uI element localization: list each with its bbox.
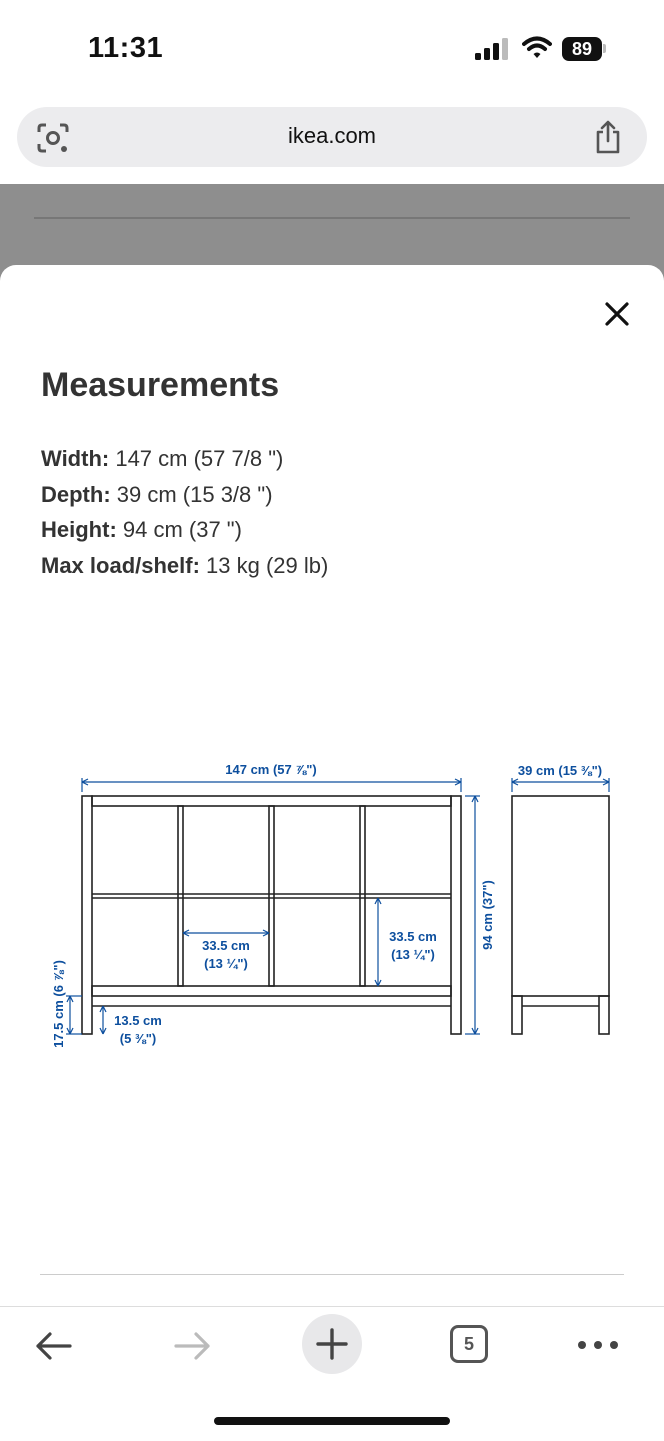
- compartment-width-in: (13 ¼"): [204, 956, 248, 971]
- wifi-icon: [522, 36, 552, 60]
- shelf-front-view: [82, 796, 461, 1034]
- clearance-cm: 13.5 cm: [114, 1013, 162, 1028]
- spec-value: 147 cm (57 7/8 "): [109, 446, 284, 471]
- more-options-icon[interactable]: [576, 1330, 620, 1360]
- back-arrow-icon[interactable]: [32, 1326, 76, 1366]
- spec-list: [41, 441, 328, 583]
- share-icon[interactable]: [593, 120, 623, 154]
- spec-label: Max load/shelf:: [41, 552, 200, 578]
- plus-icon: [302, 1314, 362, 1374]
- spec-width: [41, 441, 328, 477]
- compartment-height-in: (13 ¼"): [391, 947, 435, 962]
- tab-count-button[interactable]: 5: [450, 1325, 488, 1363]
- home-indicator: [214, 1417, 450, 1425]
- width-dimension-label: 147 cm (57 ⅞"): [225, 762, 317, 777]
- spec-depth: [41, 477, 328, 513]
- dimension-drawing: [40, 740, 630, 1080]
- close-icon[interactable]: [600, 297, 634, 331]
- clearance-in: (5 ⅜"): [119, 1031, 157, 1046]
- battery-tip: [603, 44, 606, 53]
- address-bar[interactable]: [17, 107, 647, 167]
- spec-label: Height:: [41, 517, 117, 542]
- sheet-divider: [40, 1274, 624, 1275]
- spec-label: Width:: [41, 446, 110, 471]
- spec-value: 39 cm (15 3/8 "): [110, 481, 273, 507]
- spec-max-load: [41, 548, 328, 584]
- spec-value: 13 kg (29 lb): [199, 552, 329, 578]
- new-tab-button[interactable]: [302, 1314, 362, 1374]
- sheet-title: Measurements: [41, 366, 280, 404]
- height-dimension-label: 94 cm (37"): [480, 880, 495, 950]
- leg-height-label: 17.5 cm (6 ⅞"): [51, 960, 66, 1048]
- url-text[interactable]: ikea.com: [287, 123, 377, 148]
- status-time: 11:31: [88, 32, 164, 64]
- shelf-side-view: [512, 796, 609, 1034]
- forward-arrow-icon: [170, 1326, 214, 1366]
- battery-level: 89: [562, 37, 602, 61]
- spec-value: 94 cm (37 "): [116, 517, 242, 542]
- status-bar: [0, 0, 664, 100]
- spec-label: Depth:: [41, 481, 111, 507]
- compartment-width-cm: 33.5 cm: [202, 938, 250, 953]
- backdrop-divider: [34, 217, 630, 219]
- spec-height: [41, 512, 328, 548]
- depth-dimension-label: 39 cm (15 ⅜"): [517, 763, 603, 778]
- compartment-height-cm: 33.5 cm: [389, 929, 437, 944]
- cellular-signal-icon: [475, 38, 511, 60]
